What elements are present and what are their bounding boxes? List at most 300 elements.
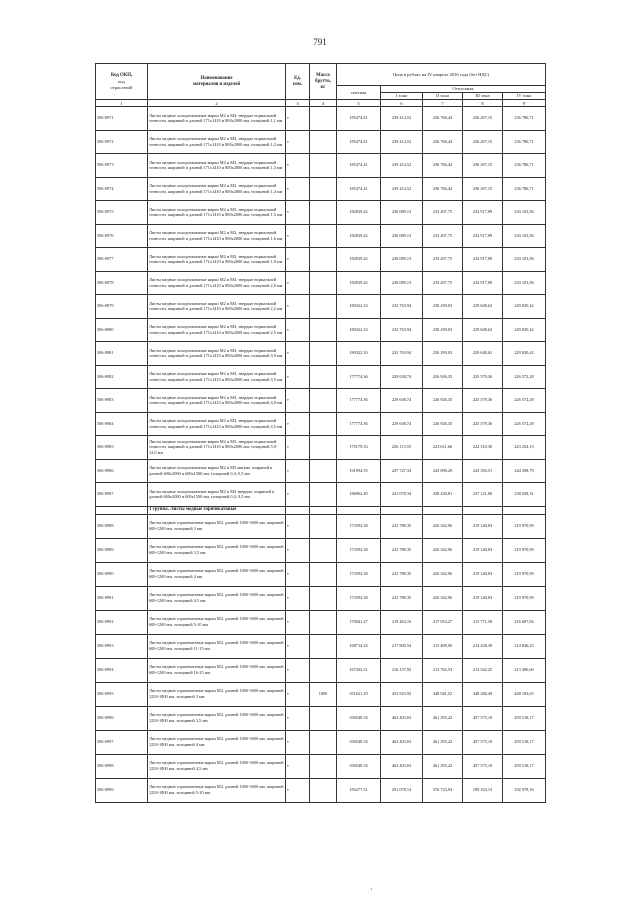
cell-z2: 245 008,20	[423, 459, 463, 483]
cell-name: Листы медные холоднокатаные марки М2 и М3, твердые нормальной точности, шириной и длиной 171х1410 и 800х2000 мм, толщиной 1,5 мм	[148, 201, 286, 225]
section-empty-cell	[503, 506, 546, 514]
table-row	[96, 706, 546, 730]
cell-z4: 226 572,28	[503, 412, 546, 436]
cell-z4: 233 103,56	[503, 201, 546, 225]
cell-z3: 232 917,89	[463, 271, 503, 295]
cell-z1: 232 763,94	[381, 318, 423, 342]
cell-z1: 239 414,52	[381, 107, 423, 131]
cell-z2: 230 299,03	[423, 342, 463, 366]
cell-z3: 215 771,58	[463, 610, 503, 634]
cell-z1: 232 763,94	[381, 295, 423, 319]
cell-s: 180322.33	[337, 295, 381, 319]
cell-unit: т	[286, 658, 310, 682]
cell-code: 506-0995	[96, 682, 148, 706]
cell-z3: 225 579,36	[463, 365, 503, 389]
cell-code: 506-0988	[96, 514, 148, 538]
col-number: 8	[463, 100, 503, 107]
cell-s: 172594.38	[337, 562, 381, 586]
cell-mass	[310, 107, 337, 131]
cell-code: 506-0992	[96, 610, 148, 634]
cell-s: 177774.36	[337, 365, 381, 389]
cell-mass: 1000	[310, 682, 337, 706]
cell-z2: 220 342,96	[423, 538, 463, 562]
table-row	[96, 295, 546, 319]
cell-z3: 219 140,84	[463, 586, 503, 610]
table-row	[96, 318, 546, 342]
cell-s: 182839.42	[337, 248, 381, 272]
table-row	[96, 730, 546, 754]
cell-unit: т	[286, 483, 310, 507]
cell-name: Листы медные холоднокатаные марки М2 и М3, твердые нормальной точности, шириной и длиной 171х1410 и 800х2000 мм, толщиной 1,2 мм	[148, 130, 286, 154]
cell-z1: 239 414,52	[381, 130, 423, 154]
cell-s: 182839.42	[337, 271, 381, 295]
cell-mass	[310, 514, 337, 538]
cell-z1: 217 800,54	[381, 634, 423, 658]
cell-z4: 219 970,99	[503, 538, 546, 562]
cell-z2: 236 766,44	[423, 177, 463, 201]
cell-z4: 214 846,25	[503, 634, 546, 658]
cell-z3: 219 140,84	[463, 538, 503, 562]
table-row	[96, 271, 546, 295]
cell-z1: 291 078,14	[381, 778, 423, 802]
cell-z4: 226 572,28	[503, 365, 546, 389]
cell-mass	[310, 436, 337, 460]
cell-z3: 237 121,80	[463, 483, 503, 507]
cell-z1: 236 089,13	[381, 201, 423, 225]
cell-name: Листы медные холоднокатаные марки М2 и М3, твердые нормальной точности, шириной и длиной 171х1410 и 800х2000 мм, толщиной 5,0-12,0 мм	[148, 436, 286, 460]
cell-unit: т	[286, 365, 310, 389]
table-row	[96, 778, 546, 802]
cell-z4: 229 820,42	[503, 342, 546, 366]
cell-z1: 229 638,74	[381, 365, 423, 389]
cell-name: Листы медные горячекатаные марки М2, длиной 1000-3000 мм, шириной 600-1200 мм, толщиной 3,5 мм	[148, 538, 286, 562]
cell-code: 506-0972	[96, 130, 148, 154]
cell-mass	[310, 483, 337, 507]
cell-code: 506-0974	[96, 177, 148, 201]
table-row	[96, 248, 546, 272]
table-row	[96, 682, 546, 706]
section-empty-cell	[337, 506, 381, 514]
cell-code: 506-0980	[96, 318, 148, 342]
cell-code: 506-0997	[96, 730, 148, 754]
cell-code: 506-0981	[96, 342, 148, 366]
cell-s: 172594.38	[337, 538, 381, 562]
cell-name: Листы медные холоднокатаные марки М2 и М3, твердые нормальной точности, шириной и длиной 171х1410 и 800х2000 мм, толщиной 2,0 мм	[148, 271, 286, 295]
cell-s: 356548.54	[337, 754, 381, 778]
cell-z3: 457 575,10	[463, 706, 503, 730]
cell-name: Листы медные горячекатаные марки М2, длиной 1000-3000 мм, шириной 1250-1800 мм, толщиной 3,5 мм	[148, 706, 286, 730]
cell-name: Листы медные холоднокатаные марки М2 и М3, твердые нормальной точности, шириной и длиной 171х1410 и 800х2000 мм, толщиной 4,5 мм	[148, 412, 286, 436]
col-number: 4	[310, 100, 337, 107]
col-number: 5	[337, 100, 381, 107]
cell-name: Листы медные горячекатаные марки М2, длиной 1000-3000 мм, шириной 1250-1800 мм, толщиной 3 мм	[148, 682, 286, 706]
cell-z2: 217 054,27	[423, 610, 463, 634]
cell-z4: 448 183,63	[503, 682, 546, 706]
cell-z1: 247 727,33	[381, 459, 423, 483]
cell-z4: 223 254,13	[503, 436, 546, 460]
cell-mass	[310, 365, 337, 389]
cell-name: Листы медные холоднокатаные марки М2 и М3, твердые нормальной точности, шириной и длиной 171х1410 и 800х2000 мм, толщиной 3,5 мм	[148, 365, 286, 389]
cell-unit: т	[286, 586, 310, 610]
header-smetnaya: сметная	[337, 86, 381, 100]
table-body	[96, 107, 546, 803]
cell-z4: 236 786,71	[503, 177, 546, 201]
cell-s: 182839.42	[337, 201, 381, 225]
header-zone-1: I зона	[381, 93, 423, 100]
section-code	[96, 506, 148, 514]
cell-z1: 222 788,35	[381, 514, 423, 538]
table-row	[96, 586, 546, 610]
cell-unit: т	[286, 342, 310, 366]
cell-z2: 230 299,03	[423, 295, 463, 319]
cell-unit: т	[286, 248, 310, 272]
cell-s: 172594.38	[337, 586, 381, 610]
table-row	[96, 562, 546, 586]
cell-mass	[310, 201, 337, 225]
cell-name: Листы медные холоднокатаные марки М2 и М3, твердые нормальной точности, шириной и длиной 171х1410 и 800х2000 мм, толщиной 2,5 мм	[148, 318, 286, 342]
cell-z2: 233 497,75	[423, 248, 463, 272]
cell-z2: 376 723,94	[423, 778, 463, 802]
cell-z1: 232 763,94	[381, 342, 423, 366]
cell-unit: т	[286, 514, 310, 538]
cell-z2: 238 430,81	[423, 483, 463, 507]
cell-z1: 226 113,55	[381, 436, 423, 460]
cell-z2: 223 611,66	[423, 436, 463, 460]
cell-unit: т	[286, 682, 310, 706]
cell-mass	[310, 634, 337, 658]
cell-z3: 219 140,84	[463, 514, 503, 538]
cell-z4: 244 398,79	[503, 459, 546, 483]
cell-z4: 236 786,71	[503, 130, 546, 154]
cell-mass	[310, 224, 337, 248]
cell-name: Листы медные горячекатаные марки М2, длиной 1000-3000 мм, шириной 600-1200 мм, толщиной 4 мм	[148, 562, 286, 586]
cell-z1: 463 403,63	[381, 730, 423, 754]
cell-z3: 232 917,89	[463, 248, 503, 272]
cell-name: Листы медные горячекатаные марки М2, длиной 1000-3000 мм, шириной 600-1200 мм, толщиной 11-15 мм	[148, 634, 286, 658]
table-row	[96, 107, 546, 131]
cell-mass	[310, 586, 337, 610]
cell-unit: т	[286, 706, 310, 730]
cell-z4: 229 820,42	[503, 318, 546, 342]
section-title: 1 группа. Листы медные горячекатаные	[148, 506, 286, 514]
cell-mass	[310, 130, 337, 154]
cell-code: 506-0973	[96, 154, 148, 178]
cell-code: 506-0987	[96, 483, 148, 507]
cell-code: 506-0971	[96, 107, 148, 131]
cell-z2: 461 295,22	[423, 730, 463, 754]
cell-mass	[310, 706, 337, 730]
cell-mass	[310, 459, 337, 483]
cell-z3: 219 140,84	[463, 562, 503, 586]
cell-z4: 192 978,16	[503, 778, 546, 802]
cell-mass	[310, 271, 337, 295]
cell-z1: 236 089,13	[381, 248, 423, 272]
table-row	[96, 483, 546, 507]
header-zone-2: II зона	[423, 93, 463, 100]
cell-unit: т	[286, 107, 310, 131]
cell-z2: 230 299,03	[423, 318, 463, 342]
cell-z4: 219 970,99	[503, 514, 546, 538]
cell-z3: 236 267,15	[463, 130, 503, 154]
cell-code: 506-0977	[96, 248, 148, 272]
section-row	[96, 506, 546, 514]
cell-z4: 229 820,42	[503, 295, 546, 319]
cell-unit: т	[286, 730, 310, 754]
cell-z2: 236 766,44	[423, 154, 463, 178]
table-row	[96, 610, 546, 634]
cell-mass	[310, 754, 337, 778]
cell-mass	[310, 154, 337, 178]
cell-s: 185474.41	[337, 130, 381, 154]
cell-code: 506-0983	[96, 389, 148, 413]
col-number: 2	[148, 100, 286, 107]
cell-z3: 229 648,62	[463, 318, 503, 342]
price-table	[95, 63, 546, 803]
cell-mass	[310, 295, 337, 319]
cell-z2: 220 342,96	[423, 586, 463, 610]
cell-s: 185474.41	[337, 107, 381, 131]
cell-z2: 220 342,96	[423, 514, 463, 538]
cell-code: 506-0986	[96, 459, 148, 483]
cell-code: 506-0994	[96, 658, 148, 682]
cell-z4: 459 518,17	[503, 754, 546, 778]
cell-name: Листы медные холоднокатаные марки М2 и М3, твердые нормальной точности, шириной и длиной 171х1410 и 800х2000 мм, толщиной 1,8 мм	[148, 248, 286, 272]
cell-code: 506-0999	[96, 778, 148, 802]
cell-code: 506-0989	[96, 538, 148, 562]
cell-unit: т	[286, 436, 310, 460]
header-zone-4: IV зона	[503, 93, 546, 100]
cell-z3: 457 575,10	[463, 730, 503, 754]
cell-unit: т	[286, 224, 310, 248]
cell-z2: 220 342,96	[423, 562, 463, 586]
cell-s: 168714.24	[337, 634, 381, 658]
cell-z1: 241 078,34	[381, 483, 423, 507]
cell-unit: т	[286, 634, 310, 658]
cell-unit: т	[286, 177, 310, 201]
section-empty-cell	[423, 506, 463, 514]
cell-code: 506-0993	[96, 634, 148, 658]
table-row	[96, 224, 546, 248]
cell-z4: 233 103,56	[503, 248, 546, 272]
col-number: 9	[503, 100, 546, 107]
table-row	[96, 514, 546, 538]
cell-s: 351621.29	[337, 682, 381, 706]
section-empty-cell	[286, 506, 310, 514]
cell-s: 356548.54	[337, 730, 381, 754]
table-row	[96, 177, 546, 201]
section-empty-cell	[381, 506, 423, 514]
cell-name: Листы медные холоднокатаные марки М2 и М3, твердые нормальной точности, шириной и длиной 171х1410 и 800х2000 мм, толщиной 3,0 мм	[148, 342, 286, 366]
table-row	[96, 459, 546, 483]
header-mass: Масса брутто, кг	[310, 64, 337, 100]
col-number: 1	[96, 100, 148, 107]
cell-z2: 233 497,75	[423, 271, 463, 295]
cell-code: 506-0978	[96, 271, 148, 295]
cell-s: 183277.31	[337, 778, 381, 802]
cell-name: Листы медные холоднокатаные марки М2 и М3 твердые, шириной и длиной 600х2000 и 600х1500 мм, толщиной 0,4; 0,5 мм	[148, 483, 286, 507]
cell-code: 506-0996	[96, 706, 148, 730]
cell-name: Листы медные холоднокатаные марки М2 и М3, твердые нормальной точности, шириной и длиной 171х1410 и 800х2000 мм, толщиной 1,4 мм	[148, 177, 286, 201]
header-code: Код ОКП, код отраслевой	[96, 64, 148, 100]
cell-z1: 239 414,52	[381, 154, 423, 178]
cell-s: 185474.41	[337, 177, 381, 201]
cell-unit: т	[286, 295, 310, 319]
cell-s: 191994.55	[337, 459, 381, 483]
cell-unit: т	[286, 130, 310, 154]
cell-unit: т	[286, 459, 310, 483]
col-number: 3	[286, 100, 310, 107]
cell-z1: 219 463,16	[381, 610, 423, 634]
cell-z1: 463 403,63	[381, 754, 423, 778]
cell-unit: т	[286, 538, 310, 562]
cell-s: 177774.36	[337, 412, 381, 436]
cell-z2: 236 766,44	[423, 130, 463, 154]
cell-mass	[310, 658, 337, 682]
cell-z2: 226 926,35	[423, 389, 463, 413]
cell-z1: 229 638,74	[381, 412, 423, 436]
header-prices-title: Цена в рублях на IV квартал 2016 года (без НДС)	[337, 64, 546, 86]
table-row	[96, 634, 546, 658]
cell-z3: 229 648,62	[463, 342, 503, 366]
table-row	[96, 436, 546, 460]
cell-z3: 212 542,25	[463, 658, 503, 682]
cell-z3: 243 350,51	[463, 459, 503, 483]
header-zone-3: III зона	[463, 93, 503, 100]
cell-z2: 213 765,53	[423, 658, 463, 682]
cell-s: 180322.33	[337, 342, 381, 366]
cell-code: 506-0990	[96, 562, 148, 586]
cell-z4: 233 103,56	[503, 271, 546, 295]
cell-z4: 213 496,60	[503, 658, 546, 682]
cell-unit: т	[286, 412, 310, 436]
cell-z3: 236 267,15	[463, 154, 503, 178]
cell-s: 172594.38	[337, 514, 381, 538]
cell-s: 167432.21	[337, 658, 381, 682]
cell-name: Листы медные холоднокатаные марки М2 и М3, твердые нормальной точности, шириной и длиной 171х1410 и 800х2000 мм, толщиной 2,2 мм	[148, 295, 286, 319]
cell-z1: 216 137,92	[381, 658, 423, 682]
cell-z1: 222 788,35	[381, 586, 423, 610]
cell-name: Листы медные холоднокатаные марки М2 и М3, твердые нормальной точности, шириной и длиной 171х1410 и 800х2000 мм, толщиной 1,1 мм	[148, 107, 286, 131]
cell-unit: т	[286, 154, 310, 178]
cell-name: Листы медные холоднокатаные марки М2 и М3, твердые нормальной точности, шириной и длиной 171х1410 и 800х2000 мм, толщиной 4,0 мм	[148, 389, 286, 413]
cell-code: 506-0975	[96, 201, 148, 225]
cell-mass	[310, 562, 337, 586]
cell-z4: 459 518,17	[503, 730, 546, 754]
cell-name: Листы медные холоднокатаные марки М2 и М3, твердые нормальной точности, шириной и длиной 171х1410 и 800х2000 мм, толщиной 1,6 мм	[148, 224, 286, 248]
page-number: 791	[313, 37, 327, 47]
cell-z4: 216 687,84	[503, 610, 546, 634]
table-header	[96, 64, 546, 107]
cell-mass	[310, 610, 337, 634]
header-unit: Ед. изм.	[286, 64, 310, 100]
cell-code: 506-0982	[96, 365, 148, 389]
cell-z2: 461 295,22	[423, 754, 463, 778]
cell-z2: 233 497,75	[423, 224, 463, 248]
cell-z2: 233 497,75	[423, 201, 463, 225]
cell-code: 506-0998	[96, 754, 148, 778]
cell-s: 356548.54	[337, 706, 381, 730]
cell-z4: 236 786,71	[503, 107, 546, 131]
cell-mass	[310, 318, 337, 342]
cell-s: 182839.42	[337, 224, 381, 248]
cell-z1: 453 923,92	[381, 682, 423, 706]
cell-z2: 226 926,35	[423, 365, 463, 389]
cell-s: 177774.36	[337, 389, 381, 413]
cell-name: Листы медные холоднокатаные марки М2 и М3, твердые нормальной точности, шириной и длиной 171х1410 и 800х2000 мм, толщиной 1,3 мм	[148, 154, 286, 178]
table-row	[96, 754, 546, 778]
cell-z2: 448 941,52	[423, 682, 463, 706]
cell-z1: 222 788,35	[381, 538, 423, 562]
header-otpusknaya: Отпускная	[381, 86, 546, 93]
table-row	[96, 365, 546, 389]
table-row	[96, 342, 546, 366]
cell-s: 180322.33	[337, 318, 381, 342]
cell-z4: 219 970,99	[503, 586, 546, 610]
cell-s: 170041.27	[337, 610, 381, 634]
cell-s: 185474.41	[337, 154, 381, 178]
cell-s: 175179.33	[337, 436, 381, 460]
cell-z3: 448 286,49	[463, 682, 503, 706]
cell-unit: т	[286, 778, 310, 802]
cell-z3: 236 267,15	[463, 107, 503, 131]
cell-z3: 225 579,36	[463, 412, 503, 436]
cell-z4: 219 970,99	[503, 562, 546, 586]
cell-name: Листы медные горячекатаные марки М2, длиной 1000-3000 мм, шириной 1250-1800 мм, толщиной 4 мм	[148, 730, 286, 754]
cell-z3: 229 648,62	[463, 295, 503, 319]
cell-z2: 461 295,22	[423, 706, 463, 730]
cell-code: 506-0991	[96, 586, 148, 610]
table-row	[96, 154, 546, 178]
cell-unit: т	[286, 271, 310, 295]
cell-z1: 236 089,13	[381, 224, 423, 248]
cell-z4: 238 028,31	[503, 483, 546, 507]
cell-z4: 226 572,28	[503, 389, 546, 413]
cell-code: 506-0984	[96, 412, 148, 436]
cell-z1: 222 788,35	[381, 562, 423, 586]
cell-mass	[310, 730, 337, 754]
table-row	[96, 201, 546, 225]
cell-z3: 225 579,36	[463, 389, 503, 413]
cell-z4: 233 103,56	[503, 224, 546, 248]
cell-unit: т	[286, 318, 310, 342]
cell-name: Листы медные холоднокатаные марки М2 и М3 мягкие, шириной и длиной 600х2000 и 600х1500 мм, толщиной 0,4; 0,5 мм	[148, 459, 286, 483]
cell-z1: 463 403,63	[381, 706, 423, 730]
cell-unit: т	[286, 389, 310, 413]
cell-code: 506-0979	[96, 295, 148, 319]
col-number: 7	[423, 100, 463, 107]
cell-unit: т	[286, 562, 310, 586]
cell-mass	[310, 389, 337, 413]
cell-z3: 232 917,89	[463, 224, 503, 248]
cell-mass	[310, 248, 337, 272]
footer-mark: ·	[370, 885, 373, 894]
cell-code: 506-0976	[96, 224, 148, 248]
table-row	[96, 389, 546, 413]
table-row	[96, 658, 546, 682]
cell-s: 186962.49	[337, 483, 381, 507]
cell-z1: 229 638,74	[381, 389, 423, 413]
cell-name: Листы медные горячекатаные марки М2, длиной 1000-3000 мм, шириной 1250-1800 мм, толщиной 4,5 мм	[148, 754, 286, 778]
cell-mass	[310, 177, 337, 201]
cell-mass	[310, 538, 337, 562]
cell-z2: 215 409,90	[423, 634, 463, 658]
table-row	[96, 130, 546, 154]
cell-z1: 239 414,52	[381, 177, 423, 201]
cell-unit: т	[286, 201, 310, 225]
cell-name: Листы медные горячекатаные марки М2, длиной 1000-3000 мм, шириной 600-1200 мм, толщиной 16-25 мм	[148, 658, 286, 682]
cell-code: 506-0985	[96, 436, 148, 460]
cell-z3: 222 310,30	[463, 436, 503, 460]
